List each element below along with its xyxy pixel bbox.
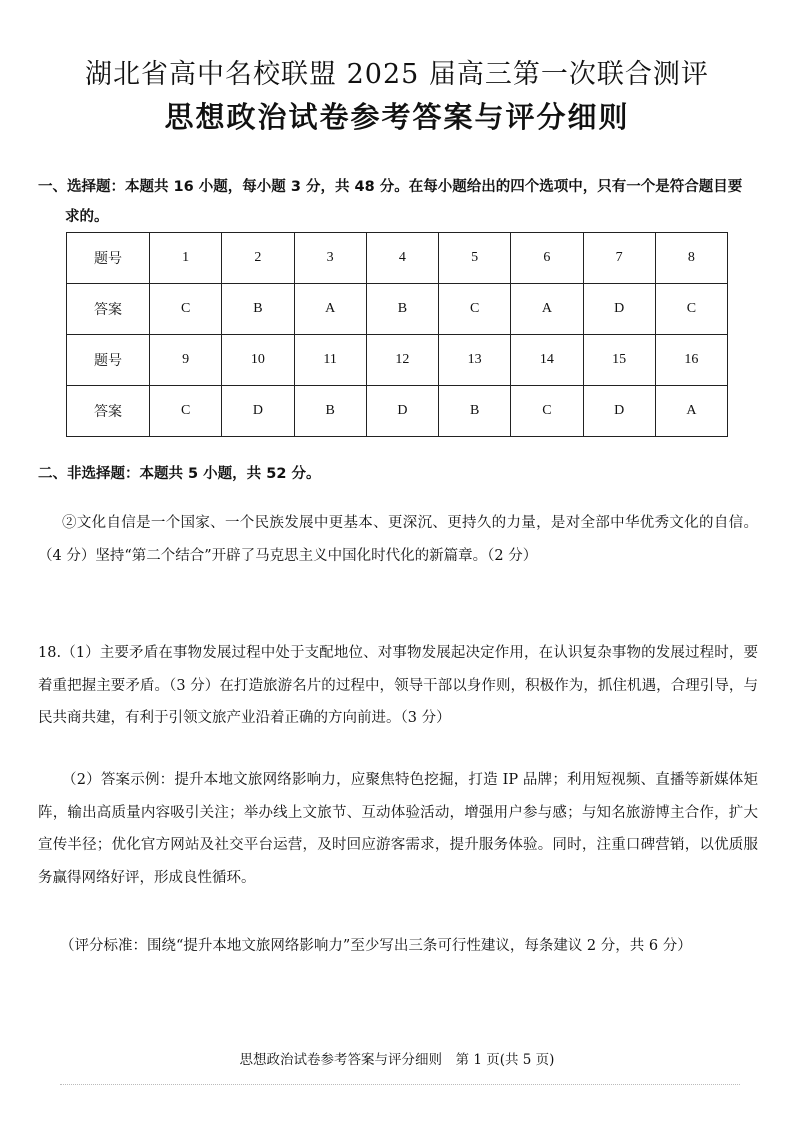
row-label-answer: 答案 — [67, 284, 150, 335]
table-cell: 16 — [655, 335, 727, 386]
section2-heading: 二、非选择题：本题共 5 小题，共 52 分。 — [38, 466, 321, 482]
row-label-question: 题号 — [67, 335, 150, 386]
document-subtitle: 思想政治试卷参考答案与评分细则 — [164, 100, 630, 134]
table-cell: 10 — [222, 335, 294, 386]
table-row-question-numbers — [67, 233, 728, 284]
section1-heading-line2: 求的。 — [65, 209, 109, 225]
table-cell: 14 — [511, 335, 583, 386]
page-footer: 思想政治试卷参考答案与评分细则 第 1 页(共 5 页) — [239, 1052, 555, 1068]
document-title: 湖北省高中名校联盟 2025 届高三第一次联合测评 — [85, 59, 709, 90]
table-cell: 9 — [150, 335, 222, 386]
table-cell: A — [511, 284, 583, 335]
table-cell: B — [294, 386, 366, 437]
q18-answer-part1: 18.（1）主要矛盾在事物发展过程中处于支配地位、对事物发展起决定作用，在认识复杂事物的发展过程时，要着重把握主要矛盾。（3 分）在打造旅游名片的过程中，领导干部以身作则，积极作为，抓住机遇，合理引导，与民共商共建，有利于引领文旅产业沿着正确的方向前进。（3 分） — [38, 645, 758, 726]
answer-table — [66, 232, 728, 437]
table-cell: D — [583, 284, 655, 335]
table-cell: 5 — [439, 233, 511, 284]
table-cell: 8 — [655, 233, 727, 284]
table-cell: 4 — [366, 233, 438, 284]
table-cell: D — [222, 386, 294, 437]
table-cell: C — [150, 284, 222, 335]
section1-heading — [38, 172, 760, 232]
table-cell: 15 — [583, 335, 655, 386]
table-cell: A — [655, 386, 727, 437]
table-cell: 6 — [511, 233, 583, 284]
table-row-question-numbers — [67, 335, 728, 386]
table-cell: C — [655, 284, 727, 335]
table-cell: C — [150, 386, 222, 437]
table-cell: 11 — [294, 335, 366, 386]
q18-scoring-criteria: （评分标准：围绕“提升本地文旅网络影响力”至少写出三条可行性建议，每条建议 2 分，共 6 分） — [60, 938, 692, 954]
table-cell: C — [511, 386, 583, 437]
row-label-question: 题号 — [67, 233, 150, 284]
table-cell: 2 — [222, 233, 294, 284]
table-cell: A — [294, 284, 366, 335]
table-cell: 12 — [366, 335, 438, 386]
row-label-answer: 答案 — [67, 386, 150, 437]
table-cell: D — [583, 386, 655, 437]
q18-answer-part2: （2）答案示例：提升本地文旅网络影响力，应聚焦特色挖掘，打造 IP 品牌；利用短视频、直播等新媒体矩阵，输出高质量内容吸引关注；举办线上文旅节、互动体验活动，增强用户参与感；与知名旅游博主合作，扩大宣传半径；优化官方网站及社交平台运营，及时回应游客需求，提升服务体验。同时，注重口碑营销，以优质服务赢得网络好评，形成良性循环。 — [38, 772, 758, 886]
table-cell: C — [439, 284, 511, 335]
table-cell: B — [439, 386, 511, 437]
section1-heading-line1: 一、选择题：本题共 16 小题，每小题 3 分，共 48 分。在每小题给出的四个选项中，只有一个是符合题目要 — [38, 179, 743, 195]
q17-answer-part2: ②文化自信是一个国家、一个民族发展中更基本、更深沉、更持久的力量，是对全部中华优秀文化的自信。（4 分）坚持“第二个结合”开辟了马克思主义中国化时代化的新篇章。（2 分） — [38, 515, 758, 564]
table-cell: B — [222, 284, 294, 335]
page-bottom-edge — [60, 1084, 740, 1089]
table-cell: 3 — [294, 233, 366, 284]
table-cell: D — [366, 386, 438, 437]
table-cell: 1 — [150, 233, 222, 284]
table-cell: 13 — [439, 335, 511, 386]
table-row-answers — [67, 284, 728, 335]
table-row-answers — [67, 386, 728, 437]
table-cell: B — [366, 284, 438, 335]
table-cell: 7 — [583, 233, 655, 284]
